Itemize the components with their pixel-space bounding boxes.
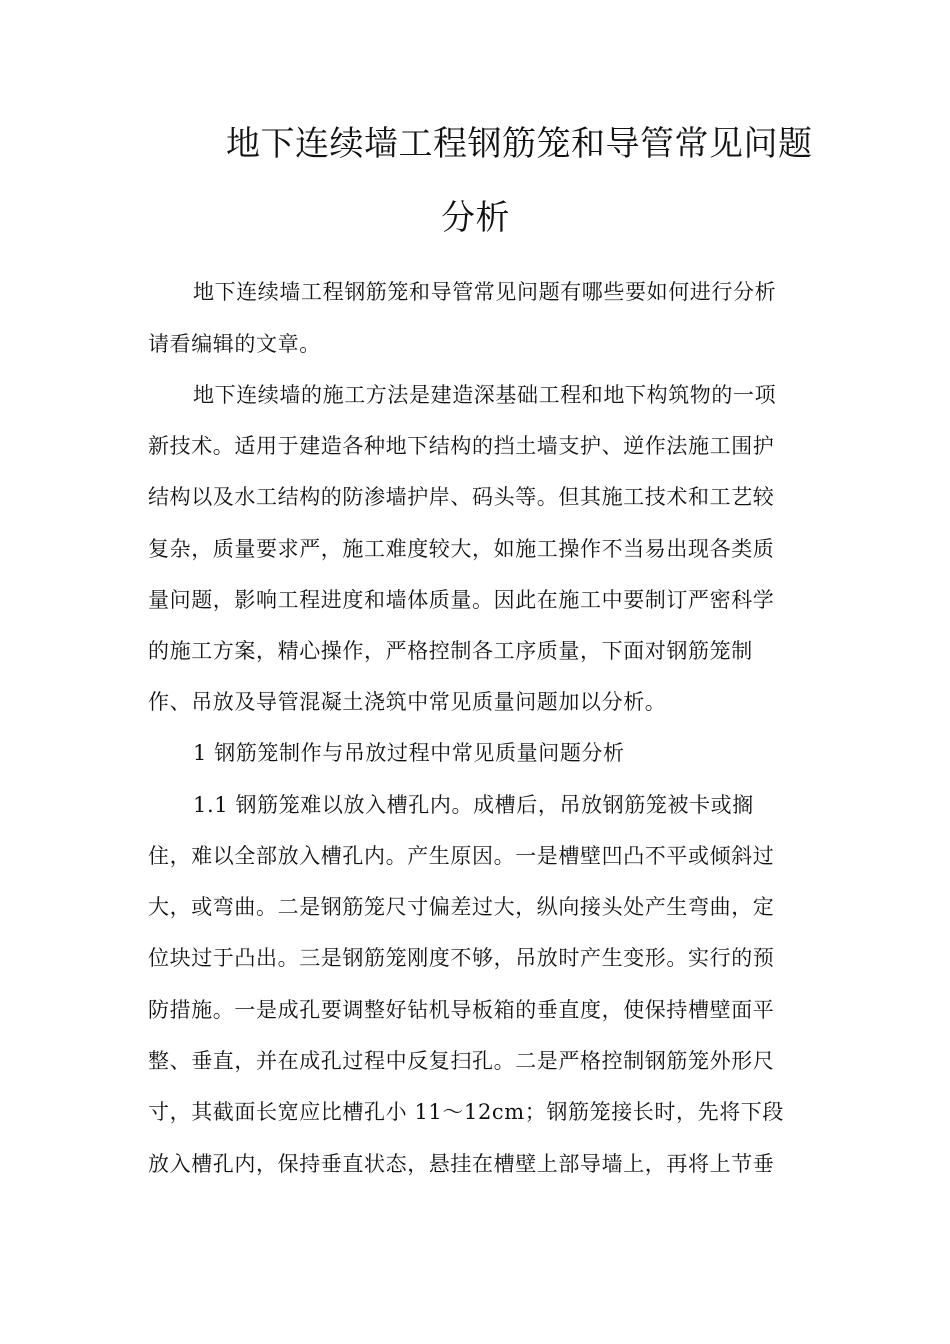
- paragraph-line: 作、吊放及导管混凝土浇筑中常见质量问题加以分析。: [148, 690, 667, 714]
- paragraph-line: 位块过于凸出。三是钢筋笼刚度不够，吊放时产生变形。实行的预: [148, 946, 775, 970]
- paragraph-line: 地下连续墙工程钢筋笼和导管常见问题有哪些要如何进行分析: [193, 280, 777, 304]
- document-title-line-2: 分析: [441, 198, 510, 238]
- paragraph-line: 请看编辑的文章。: [148, 332, 321, 356]
- paragraph-line: 新技术。适用于建造各种地下结构的挡土墙支护、逆作法施工围护: [148, 434, 775, 458]
- paragraph-line: 住，难以全部放入槽孔内。产生原因。一是槽壁凹凸不平或倾斜过: [148, 844, 775, 868]
- paragraph-line: 寸，其截面长宽应比槽孔小 11～12cm；钢筋笼接长时，先将下段: [148, 1100, 784, 1124]
- paragraph-line: 的施工方案，精心操作，严格控制各工序质量，下面对钢筋笼制: [148, 639, 753, 663]
- document-title-line-1: 地下连续墙工程钢筋笼和导管常见问题: [226, 124, 813, 164]
- paragraph-line: 放入槽孔内，保持垂直状态，悬挂在槽壁上部导墙上，再将上节垂: [148, 1152, 775, 1176]
- paragraph-line: 大，或弯曲。二是钢筋笼尺寸偏差过大，纵向接头处产生弯曲，定: [148, 895, 775, 919]
- paragraph-line: 结构以及水工结构的防渗墙护岸、码头等。但其施工技术和工艺较: [148, 485, 775, 509]
- section-heading: 1 钢筋笼制作与吊放过程中常见质量问题分析: [193, 741, 625, 765]
- paragraph-line: 整、垂直，并在成孔过程中反复扫孔。二是严格控制钢筋笼外形尺: [148, 1049, 775, 1073]
- paragraph-line: 防措施。一是成孔要调整好钻机导板箱的垂直度，使保持槽壁面平: [148, 998, 775, 1022]
- paragraph-line: 复杂，质量要求严，施工难度较大，如施工操作不当易出现各类质: [148, 537, 775, 561]
- paragraph-line: 1.1 钢筋笼难以放入槽孔内。成槽后，吊放钢筋笼被卡或搁: [193, 793, 754, 817]
- paragraph-line: 地下连续墙的施工方法是建造深基础工程和地下构筑物的一项: [193, 383, 777, 407]
- paragraph-line: 量问题，影响工程进度和墙体质量。因此在施工中要制订严密科学: [148, 588, 775, 612]
